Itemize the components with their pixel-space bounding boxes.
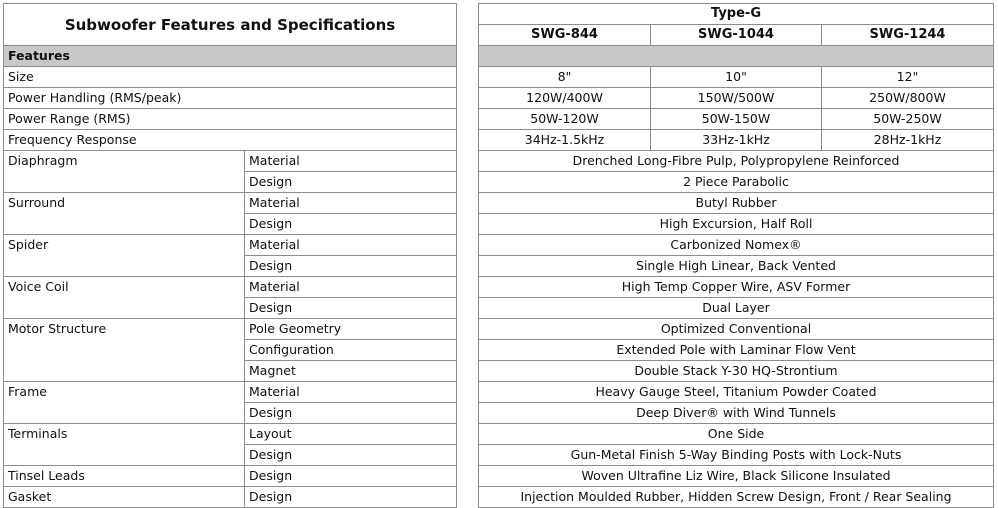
feature-value: One Side	[479, 424, 994, 445]
feature-row	[479, 172, 994, 193]
feature-value: Deep Diver® with Wind Tunnels	[479, 403, 994, 424]
spec-label: Power Handling (RMS/peak)	[4, 88, 457, 109]
spec-row	[4, 109, 457, 130]
feature-sub-label: Material	[245, 235, 457, 256]
features-label-table	[3, 3, 457, 508]
feature-group-label: Gasket	[4, 487, 245, 508]
feature-value: Single High Linear, Back Vented	[479, 256, 994, 277]
feature-value: Gun-Metal Finish 5-Way Binding Posts with Lock-Nuts	[479, 445, 994, 466]
section-row	[479, 46, 994, 67]
model-header: SWG-844	[479, 25, 651, 46]
feature-group-label: Terminals	[4, 424, 245, 466]
model-header: SWG-1044	[651, 25, 822, 46]
feature-row	[479, 193, 994, 214]
spec-row	[4, 67, 457, 88]
feature-row	[479, 319, 994, 340]
feature-sub-label: Material	[245, 151, 457, 172]
feature-value: Butyl Rubber	[479, 193, 994, 214]
model-header: SWG-1244	[822, 25, 994, 46]
spec-value: 28Hz-1kHz	[822, 130, 994, 151]
feature-row	[4, 382, 457, 403]
type-header-row	[479, 4, 994, 25]
model-header-row	[479, 25, 994, 46]
feature-row	[4, 277, 457, 298]
spec-row	[479, 130, 994, 151]
feature-row	[479, 277, 994, 298]
feature-sub-label: Material	[245, 193, 457, 214]
features-label-body	[4, 4, 457, 508]
feature-value: Woven Ultrafine Liz Wire, Black Silicone Insulated	[479, 466, 994, 487]
spec-row	[4, 88, 457, 109]
feature-row	[4, 235, 457, 256]
feature-group-label: Frame	[4, 382, 245, 424]
spec-value: 12"	[822, 67, 994, 88]
feature-row	[479, 382, 994, 403]
feature-sub-label: Design	[245, 214, 457, 235]
spec-label: Frequency Response	[4, 130, 457, 151]
feature-row	[479, 361, 994, 382]
feature-row	[479, 424, 994, 445]
feature-value: Double Stack Y-30 HQ-Strontium	[479, 361, 994, 382]
feature-value: Optimized Conventional	[479, 319, 994, 340]
feature-row	[479, 445, 994, 466]
feature-row	[4, 424, 457, 445]
feature-sub-label: Design	[245, 172, 457, 193]
feature-row	[4, 193, 457, 214]
spec-row	[4, 130, 457, 151]
feature-row	[479, 466, 994, 487]
spec-row	[479, 67, 994, 88]
feature-row	[4, 151, 457, 172]
spec-value: 50W-120W	[479, 109, 651, 130]
feature-sub-label: Material	[245, 277, 457, 298]
spec-value: 10"	[651, 67, 822, 88]
page-title: Subwoofer Features and Specifications	[4, 4, 457, 46]
feature-row	[479, 298, 994, 319]
feature-sub-label: Magnet	[245, 361, 457, 382]
feature-row	[4, 319, 457, 340]
feature-sub-label: Design	[245, 298, 457, 319]
feature-group-label: Tinsel Leads	[4, 466, 245, 487]
feature-value: Carbonized Nomex®	[479, 235, 994, 256]
feature-sub-label: Design	[245, 487, 457, 508]
spec-value: 8"	[479, 67, 651, 88]
feature-sub-label: Configuration	[245, 340, 457, 361]
spec-value: 50W-250W	[822, 109, 994, 130]
feature-sub-label: Design	[245, 466, 457, 487]
specs-value-body	[479, 4, 994, 508]
feature-value: High Excursion, Half Roll	[479, 214, 994, 235]
feature-value: High Temp Copper Wire, ASV Former	[479, 277, 994, 298]
spec-row	[479, 88, 994, 109]
type-label: Type-G	[479, 4, 994, 25]
feature-row	[4, 466, 457, 487]
spec-label: Size	[4, 67, 457, 88]
feature-sub-label: Design	[245, 256, 457, 277]
feature-row	[479, 214, 994, 235]
feature-sub-label: Layout	[245, 424, 457, 445]
feature-value: Heavy Gauge Steel, Titanium Powder Coated	[479, 382, 994, 403]
section-row	[4, 46, 457, 67]
feature-sub-label: Material	[245, 382, 457, 403]
feature-row	[479, 487, 994, 508]
feature-value: Injection Moulded Rubber, Hidden Screw Design, Front / Rear Sealing	[479, 487, 994, 508]
spec-label: Power Range (RMS)	[4, 109, 457, 130]
feature-group-label: Voice Coil	[4, 277, 245, 319]
specs-value-table	[478, 3, 994, 508]
feature-value: Dual Layer	[479, 298, 994, 319]
features-section-fill	[479, 46, 994, 67]
feature-row	[479, 340, 994, 361]
feature-value: Drenched Long-Fibre Pulp, Polypropylene Reinforced	[479, 151, 994, 172]
feature-value: Extended Pole with Laminar Flow Vent	[479, 340, 994, 361]
feature-row	[479, 403, 994, 424]
spec-value: 250W/800W	[822, 88, 994, 109]
feature-sub-label: Design	[245, 403, 457, 424]
feature-row	[479, 235, 994, 256]
features-section-label: Features	[4, 46, 457, 67]
feature-group-label: Diaphragm	[4, 151, 245, 193]
feature-group-label: Surround	[4, 193, 245, 235]
feature-row	[479, 256, 994, 277]
spec-value: 150W/500W	[651, 88, 822, 109]
spec-value: 120W/400W	[479, 88, 651, 109]
feature-sub-label: Design	[245, 445, 457, 466]
feature-row	[4, 487, 457, 508]
feature-group-label: Motor Structure	[4, 319, 245, 382]
feature-row	[479, 151, 994, 172]
feature-group-label: Spider	[4, 235, 245, 277]
spec-value: 33Hz-1kHz	[651, 130, 822, 151]
spec-value: 50W-150W	[651, 109, 822, 130]
feature-value: 2 Piece Parabolic	[479, 172, 994, 193]
feature-sub-label: Pole Geometry	[245, 319, 457, 340]
spec-value: 34Hz-1.5kHz	[479, 130, 651, 151]
spec-row	[479, 109, 994, 130]
